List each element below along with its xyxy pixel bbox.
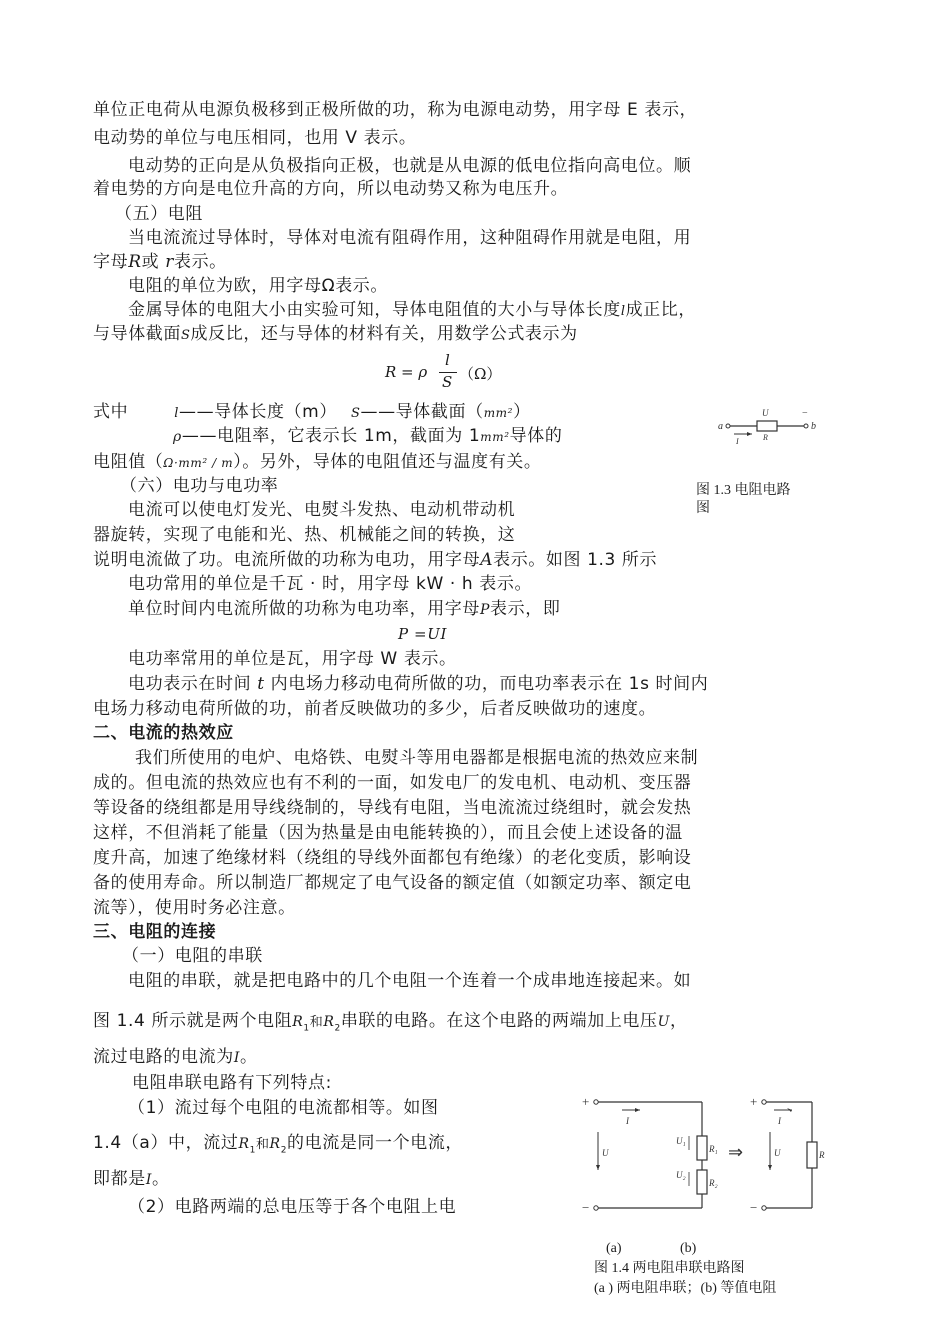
symbol: l (174, 406, 179, 421)
text-line: 当电流流过导体时，导体对电流有阻碍作用，这种阻碍作用就是电阻，用 (128, 228, 692, 248)
symbol: S (350, 406, 361, 421)
text-fragment: 。 (239, 1047, 258, 1067)
text-line (128, 673, 708, 695)
text-line: 着电势的方向是电位升高的方向，所以电动势又称为电压升。 (93, 179, 569, 199)
figure-1-4-label-b: (b) (680, 1241, 697, 1256)
text-line: 电场力移动电荷所做的功，前者反映做功的多少，后者反映做功的速度。 (93, 699, 657, 719)
figure-1-4-caption: 图 1.4 两电阻串联电路图 (594, 1261, 745, 1276)
text-fragment: 式中 (93, 402, 129, 422)
terminal-bottom-a (594, 1206, 598, 1210)
symbol: r (165, 252, 174, 272)
arrowhead-icon (768, 1165, 772, 1170)
text-line (128, 299, 696, 323)
symbol: R (323, 1014, 335, 1030)
figure-1-3-caption-cont: 图 (696, 501, 710, 516)
text-line: 电动势的单位与电压相同，也用 V 表示。 (93, 128, 417, 148)
text-line: 单位正电荷从电源负极移到正极所做的功，称为电源电动势，用字母 E 表示， (93, 100, 698, 120)
figure-1-4-circuit (578, 1090, 840, 1230)
resistor-r1-symbol (697, 1136, 707, 1160)
text-fragment: 表示。 (173, 252, 227, 272)
resistor-symbol (757, 421, 777, 431)
unit: mm² (483, 406, 514, 420)
section-heading: （六）电功与电功率 (120, 476, 279, 496)
terminal-bottom-b (762, 1206, 766, 1210)
symbol: I (145, 1172, 152, 1188)
minus-sign: − (750, 1200, 758, 1215)
subsection-heading: （一）电阻的串联 (122, 946, 263, 966)
figure-1-3-caption: 图 1.3 电阻电路 (696, 483, 791, 498)
text-line: 这样，不但消耗了能量（因为热量是由电能转换的），而且会使上述设备的温 (93, 823, 683, 843)
resistor-r-symbol (807, 1142, 817, 1168)
text-fragment: 和 (255, 1137, 270, 1152)
resistor-r2-symbol (697, 1170, 707, 1194)
resistor-label: R (763, 433, 768, 442)
unit: Ω·mm² / m (163, 456, 234, 470)
u1-label: U₁ (676, 1136, 686, 1146)
text-fragment: ——导体长度（m） (178, 402, 337, 422)
plus-sign: + (582, 1094, 590, 1109)
text-line: 成的。但电流的热效应也有不利的一面，如发电厂的发电机、电动机、变压器 (93, 773, 692, 793)
symbol: U (657, 1014, 671, 1030)
text-fragment: 与导体截面 (93, 324, 181, 344)
text-line (128, 598, 560, 621)
text-fragment: 成反比，还与导体的材料有关，用数学公式表示为 (190, 324, 578, 344)
text-fragment: 表示。如图 1.3 所示 (493, 550, 658, 570)
u2-label: U₂ (676, 1170, 686, 1180)
text-line (93, 1046, 258, 1069)
r2-label: R₂ (709, 1178, 718, 1188)
unit: mm² (480, 430, 510, 444)
text-line: 等设备的绕组都是用导线绕制的，导线有电阻，当电流流过绕组时，就会发热 (93, 798, 692, 818)
text-line (93, 1132, 463, 1161)
text-line (93, 1168, 170, 1191)
text-line: 流等），使用时务必注意。 (93, 898, 296, 918)
symbol: l (620, 304, 626, 319)
text-line: 电功率常用的单位是瓦，用字母 W 表示。 (128, 649, 457, 669)
text-fragment: 电阻值（ (93, 452, 164, 472)
text-fragment: ， (670, 1011, 688, 1031)
voltage-label: U (774, 1148, 781, 1158)
symbol: A (480, 550, 494, 570)
text-fragment: ——导体截面（ (360, 402, 484, 422)
text-fragment: ） (513, 402, 531, 422)
minus-sign: − (802, 408, 808, 419)
text-fragment: 说明电流做了功。电流所做的功称为电功，用字母 (93, 550, 481, 570)
text-fragment: 电功表示在时间 (128, 674, 252, 694)
text-line: 电动势的正向是从负极指向正极，也就是从电源的低电位指向高电位。顺 (128, 156, 692, 176)
section-heading-thermal: 二、电流的热效应 (93, 723, 234, 743)
text-fragment: 或 (141, 252, 160, 272)
voltage-label: U (762, 408, 769, 418)
formula-power: P =UI (398, 625, 447, 643)
symbol: ρ (173, 429, 182, 445)
formula-unit: （Ω） (459, 365, 502, 383)
formula-lhs: R = ρ (385, 363, 428, 381)
subscript: 1 (303, 1023, 310, 1034)
current-label: I (736, 437, 739, 445)
figure-1-3-circuit (712, 405, 827, 445)
node-b-label: b (811, 421, 816, 432)
text-line: 电流可以使电灯发光、电熨斗发热、电动机带动机 (128, 500, 516, 520)
text-line (93, 549, 657, 571)
voltage-label: U (602, 1148, 609, 1158)
text-fragment: 串联的电路。在这个电路的两端加上电压 (340, 1011, 658, 1031)
section-heading: （五）电阻 (115, 204, 203, 224)
current-label: I (626, 1116, 629, 1126)
subscript: 2 (280, 1145, 288, 1156)
r-label: R (819, 1150, 825, 1160)
text-fragment: 单位时间内电流所做的功称为电功率，用字母 (128, 599, 480, 619)
terminal-b (804, 424, 808, 428)
equivalent-arrow-icon: ⇒ (728, 1142, 744, 1162)
text-line (93, 251, 227, 273)
figure-1-4-label-a: (a) (606, 1241, 622, 1256)
symbol: P (480, 602, 491, 618)
text-line: （2）电路两端的总电压等于各个电阻上电 (128, 1197, 457, 1217)
text-line: 备的使用寿命。所以制造厂都规定了电气设备的额定值（如额定功率、额定电 (93, 873, 692, 893)
terminal-top-a (594, 1100, 598, 1104)
subscript: 1 (249, 1145, 256, 1156)
text-line: 度升高，加速了绝缘材料（绕组的导线外面都包有绝缘）的老化变质，影响设 (93, 848, 692, 868)
minus-sign: − (582, 1200, 590, 1215)
terminal-top-b (762, 1100, 766, 1104)
text-line: 电阻串联电路有下列特点: (132, 1073, 332, 1093)
text-fragment: 1.4（a）中，流过 (93, 1133, 239, 1153)
symbol: R (128, 252, 142, 272)
text-fragment: 字母 (93, 252, 129, 272)
text-line: 我们所使用的电炉、电烙铁、电熨斗等用电器都是根据电流的热效应来制 (135, 748, 699, 768)
text-fragment: 和 (309, 1015, 324, 1030)
arrowhead-icon (596, 1165, 600, 1170)
definition-line (173, 425, 562, 448)
text-line: 电功常用的单位是千瓦 · 时，用字母 kW · h 表示。 (128, 574, 533, 594)
text-fragment: 表示，即 (490, 599, 561, 619)
plus-sign: + (750, 1094, 758, 1109)
definition-line (93, 451, 542, 474)
text-fragment: 导体的 (509, 426, 563, 446)
text-line (93, 1010, 688, 1039)
text-line: 电阻的串联，就是把电路中的几个电阻一个连着一个成串地连接起来。如 (128, 971, 692, 991)
symbol: R (292, 1014, 304, 1030)
formula-denominator: S (442, 373, 453, 391)
text-fragment: 内电场力移动电荷所做的功，而电功率表示在 1s 时间内 (270, 674, 709, 694)
section-heading-connection: 三、电阻的连接 (93, 922, 217, 942)
text-line: 电阻的单位为欧，用字母Ω表示。 (128, 276, 388, 296)
text-fragment: ）。另外，导体的电阻值还与温度有关。 (233, 452, 542, 472)
formula-numerator: l (445, 351, 450, 369)
text-fragment: ——电阻率，它表示长 1m，截面为 1 (181, 426, 481, 446)
symbol: I (233, 1050, 240, 1066)
subscript: 2 (334, 1023, 341, 1034)
symbol: t (257, 674, 265, 694)
text-line (93, 323, 578, 347)
text-fragment: 即都是 (93, 1169, 146, 1189)
text-fragment: 金属导体的电阻大小由实验可知，导体电阻值的大小与导体长度 (128, 300, 621, 320)
arrowhead-icon (635, 1108, 640, 1112)
terminal-a (726, 424, 730, 428)
text-fragment: 。 (151, 1169, 170, 1189)
arrowhead-icon (747, 432, 752, 436)
symbol: R (269, 1136, 281, 1152)
symbol: R (238, 1136, 250, 1152)
r1-label: R₁ (709, 1144, 718, 1154)
text-line: （1）流过每个电阻的电流都相等。如图 (128, 1098, 439, 1118)
node-a-label: a (718, 421, 723, 432)
text-line: 器旋转，实现了电能和光、热、机械能之间的转换，这 (93, 525, 516, 545)
text-fragment: 的电流是同一个电流， (287, 1133, 464, 1153)
figure-1-4-caption-cont: (a ) 两电阻串联；(b) 等值电阻 (594, 1281, 777, 1296)
text-fragment: 成正比， (625, 300, 696, 320)
current-label: I (778, 1116, 781, 1126)
definition-line (93, 401, 531, 425)
text-fragment: 图 1.4 所示就是两个电阻 (93, 1011, 293, 1031)
text-fragment: 流过电路的电流为 (93, 1047, 234, 1067)
symbol: S (181, 328, 191, 343)
